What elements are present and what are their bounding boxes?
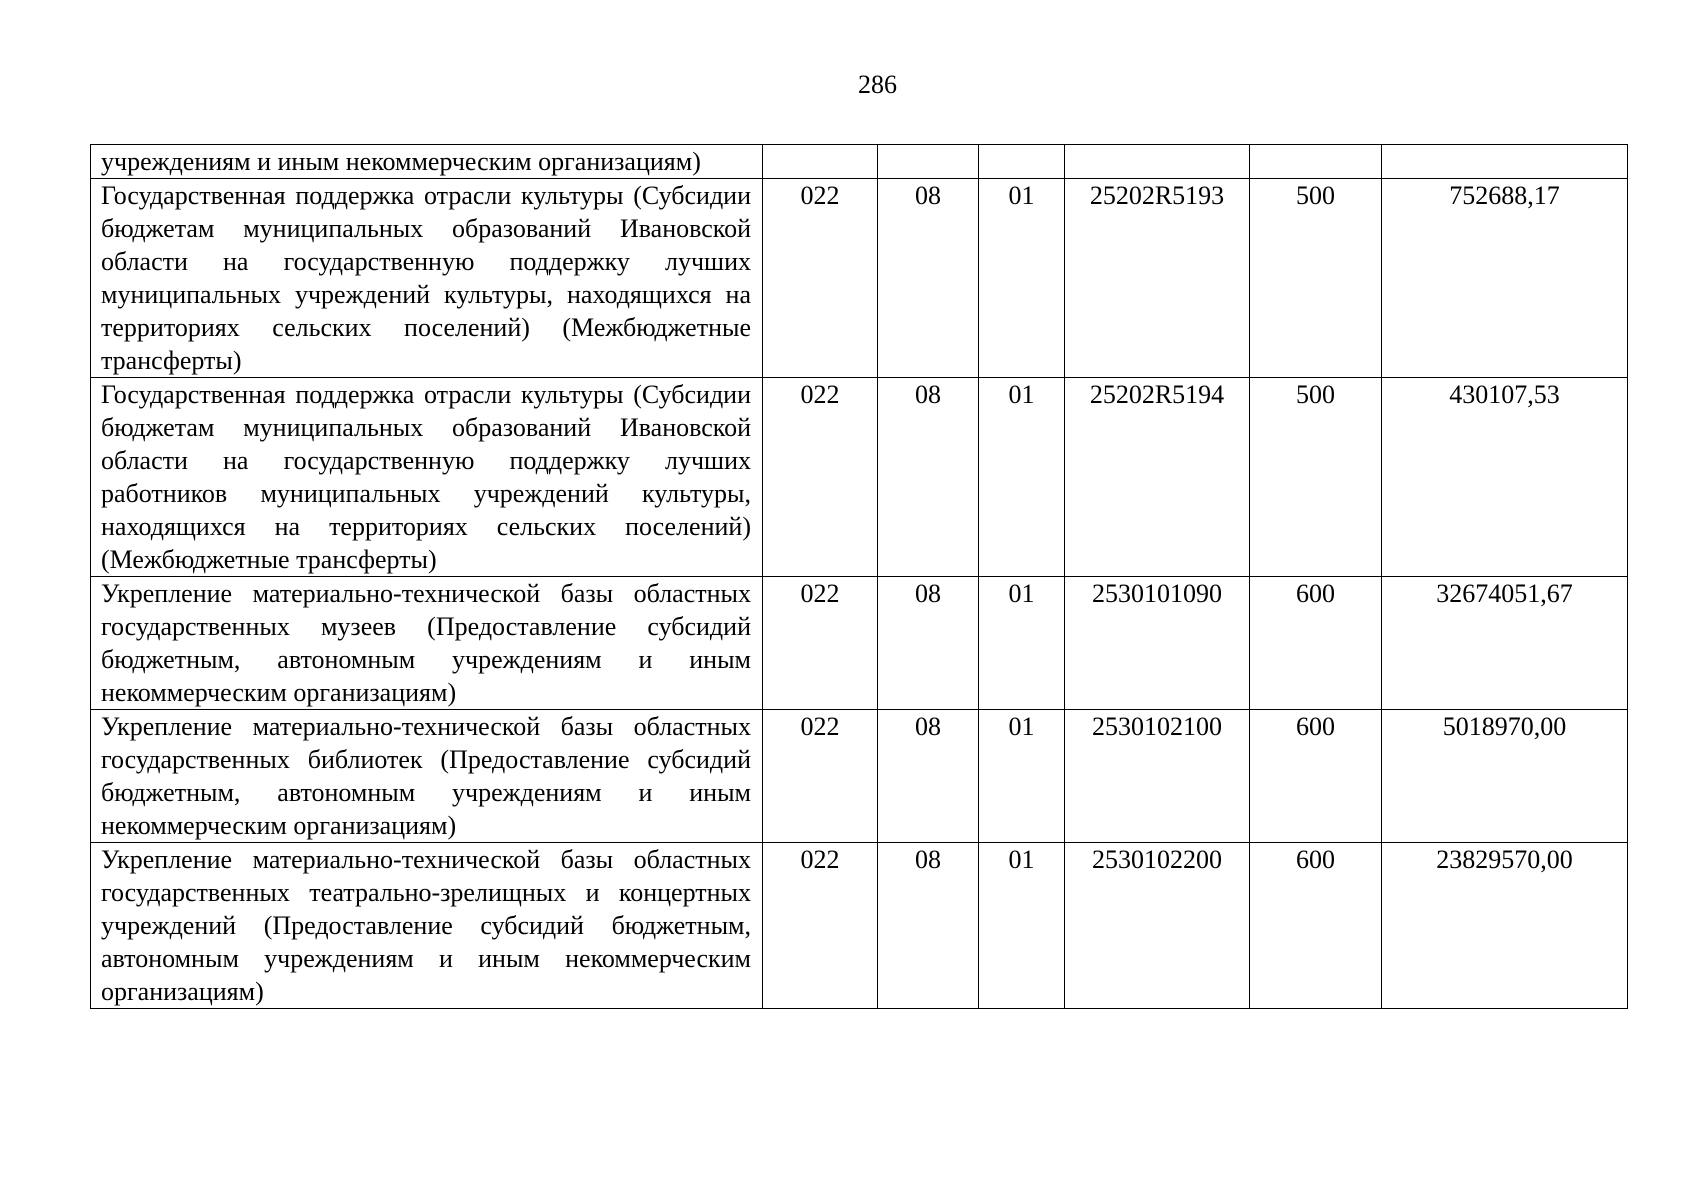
row-description: учреждениям и иным некоммерческим организациям) xyxy=(91,145,763,179)
row-expense-type-code xyxy=(1250,145,1382,179)
row-ved-code: 022 xyxy=(763,378,878,577)
table-row xyxy=(91,145,1628,179)
table-row xyxy=(91,577,1628,710)
row-target-article-code: 25202R5194 xyxy=(1065,378,1250,577)
row-target-article-code: 2530101090 xyxy=(1065,577,1250,710)
row-expense-type-code: 500 xyxy=(1250,378,1382,577)
row-amount xyxy=(1382,145,1628,179)
row-section-code: 08 xyxy=(878,710,979,843)
row-amount: 5018970,00 xyxy=(1382,710,1628,843)
row-section-code: 08 xyxy=(878,577,979,710)
row-expense-type-code: 600 xyxy=(1250,577,1382,710)
row-ved-code: 022 xyxy=(763,577,878,710)
row-description: Государственная поддержка отрасли культуры (Субсидии бюджетам муниципальных образований Ивановской области на государственную поддержку лучших работников муниципальных учреждений культуры, находящихся на территориях сельских поселений) (Межбюджетные трансферты) xyxy=(91,378,763,577)
row-subsection-code xyxy=(979,145,1065,179)
row-expense-type-code: 500 xyxy=(1250,179,1382,378)
table-row xyxy=(91,179,1628,378)
row-target-article-code: 2530102100 xyxy=(1065,710,1250,843)
row-subsection-code: 01 xyxy=(979,577,1065,710)
budget-table xyxy=(90,144,1628,1009)
row-target-article-code: 25202R5193 xyxy=(1065,179,1250,378)
row-subsection-code: 01 xyxy=(979,843,1065,1009)
row-expense-type-code: 600 xyxy=(1250,843,1382,1009)
row-expense-type-code: 600 xyxy=(1250,710,1382,843)
row-target-article-code: 2530102200 xyxy=(1065,843,1250,1009)
table-row xyxy=(91,710,1628,843)
row-section-code xyxy=(878,145,979,179)
row-ved-code: 022 xyxy=(763,843,878,1009)
row-amount: 752688,17 xyxy=(1382,179,1628,378)
row-section-code: 08 xyxy=(878,843,979,1009)
table-row xyxy=(91,378,1628,577)
row-amount: 430107,53 xyxy=(1382,378,1628,577)
row-amount: 32674051,67 xyxy=(1382,577,1628,710)
row-section-code: 08 xyxy=(878,179,979,378)
row-description: Укрепление материально-технической базы областных государственных театрально-зрелищных и концертных учреждений (Предоставление субсидий бюджетным, автономным учреждениям и иным некоммерческим организациям) xyxy=(91,843,763,1009)
row-target-article-code xyxy=(1065,145,1250,179)
row-ved-code xyxy=(763,145,878,179)
row-description: Укрепление материально-технической базы областных государственных библиотек (Предоставление субсидий бюджетным, автономным учреждениям и иным некоммерческим организациям) xyxy=(91,710,763,843)
row-description: Укрепление материально-технической базы областных государственных музеев (Предоставление субсидий бюджетным, автономным учреждениям и иным некоммерческим организациям) xyxy=(91,577,763,710)
row-amount: 23829570,00 xyxy=(1382,843,1628,1009)
row-description: Государственная поддержка отрасли культуры (Субсидии бюджетам муниципальных образований Ивановской области на государственную поддержку лучших муниципальных учреждений культуры, находящихся на территориях сельских поселений) (Межбюджетные трансферты) xyxy=(91,179,763,378)
table-row xyxy=(91,843,1628,1009)
row-ved-code: 022 xyxy=(763,179,878,378)
row-subsection-code: 01 xyxy=(979,378,1065,577)
row-section-code: 08 xyxy=(878,378,979,577)
row-subsection-code: 01 xyxy=(979,710,1065,843)
row-subsection-code: 01 xyxy=(979,179,1065,378)
page-number: 286 xyxy=(858,70,897,99)
row-ved-code: 022 xyxy=(763,710,878,843)
